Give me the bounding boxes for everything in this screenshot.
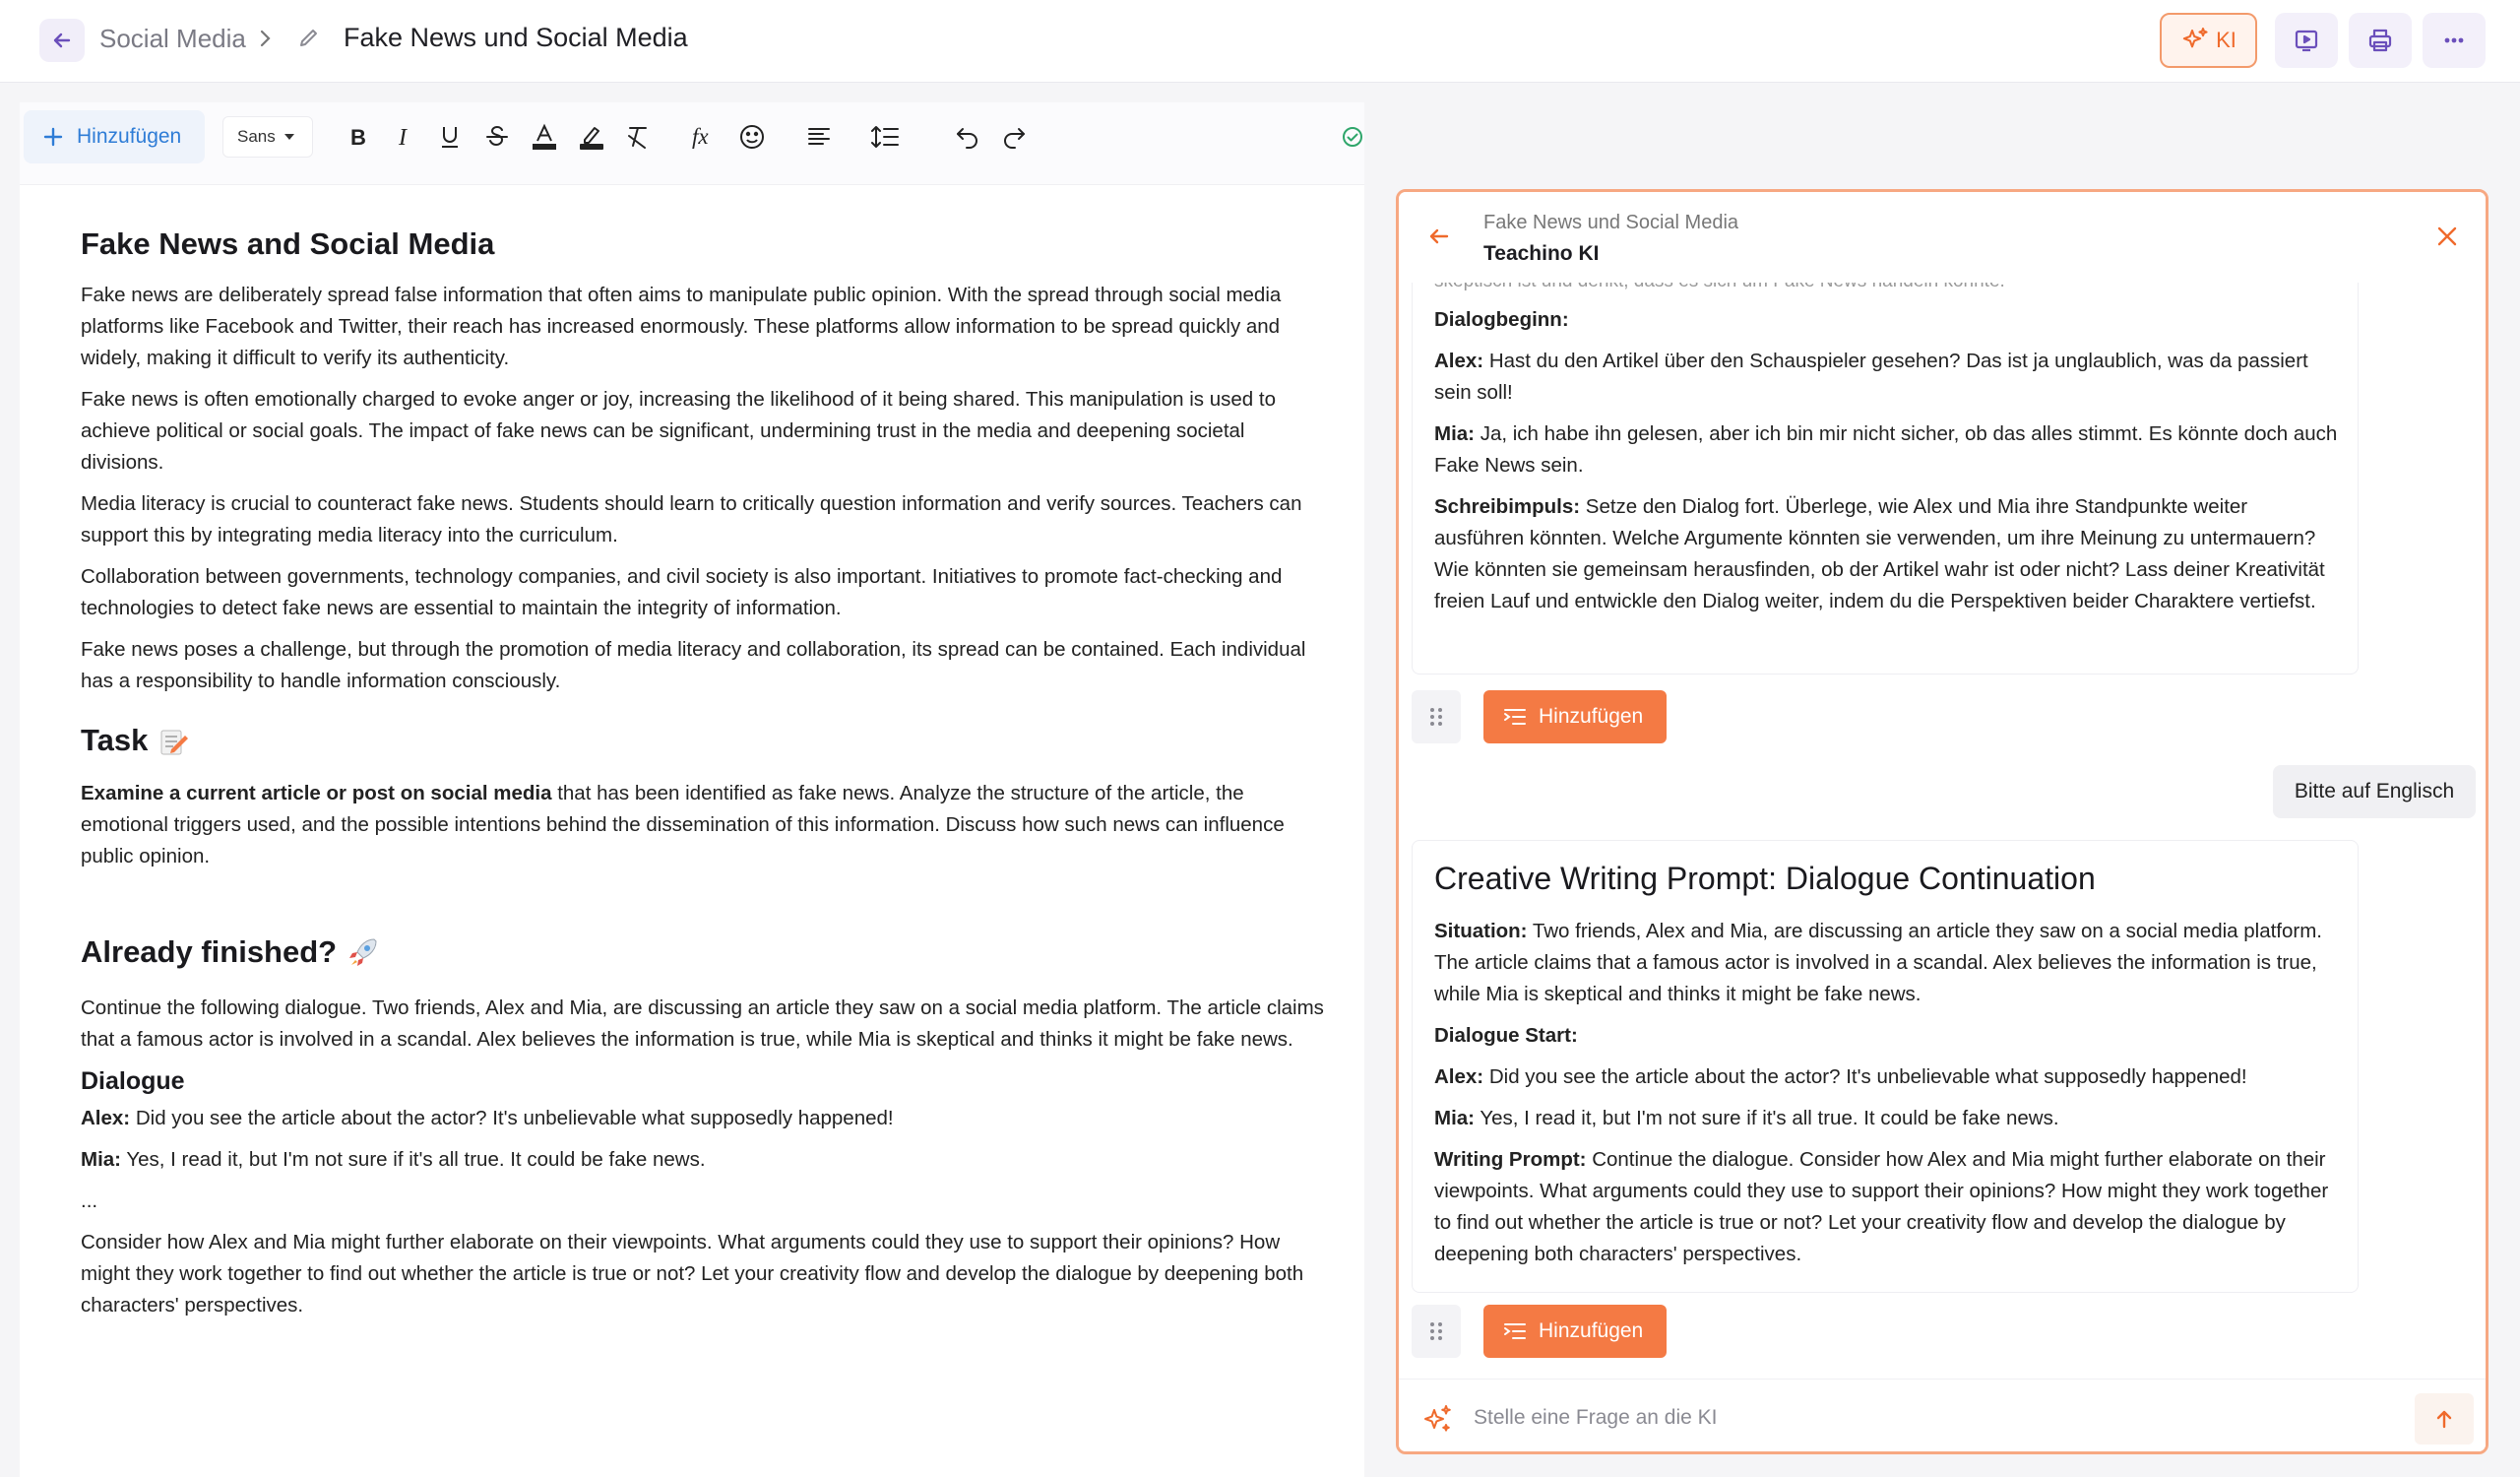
presentation-icon xyxy=(2293,27,2320,54)
ai-panel-title: Teachino KI xyxy=(1483,242,1600,265)
breadcrumb-parent[interactable]: Social Media xyxy=(99,24,246,53)
line-text: Ja, ich habe ihn gelesen, aber ich bin mir nicht sicher, ob das alles stimmt. Es könnte doch auch Fake News sein. xyxy=(1434,422,2338,477)
dialogue-line-alex xyxy=(81,1103,1327,1134)
ask-bar xyxy=(1399,1379,2486,1454)
caret-down-icon xyxy=(284,132,295,142)
line-text: Yes, I read it, but I'm not sure if it's all true. It could be fake news. xyxy=(121,1148,706,1171)
paragraph: Media literacy is crucial to counteract fake news. Students should learn to critically question information and verify sources. Teachers can support this by integrating media literacy into the curriculum. xyxy=(81,492,1302,546)
paragraph: Fake news is often emotionally charged to evoke anger or joy, increasing the likelihood of it being shared. This manipulation is used to achieve political or social goals. The impact of fake news can be significant, undermining trust in the media and deepening societal divisions. xyxy=(81,388,1276,474)
font-family-select[interactable] xyxy=(222,116,313,158)
saved-status-icon xyxy=(1342,126,1363,153)
align-left-icon[interactable] xyxy=(802,120,836,154)
line-text: Did you see the article about the actor? It's unbelievable what supposedly happened! xyxy=(130,1107,894,1129)
dialogue-start-label xyxy=(1434,304,2340,336)
text-color-icon[interactable] xyxy=(528,120,561,154)
formula-icon[interactable] xyxy=(689,120,723,154)
speaker-alex: Alex: xyxy=(1434,350,1484,372)
insert-label: Hinzufügen xyxy=(1539,1319,1644,1342)
highlight-icon[interactable] xyxy=(575,120,608,154)
presentation-button[interactable] xyxy=(2275,13,2338,68)
task-paragraph xyxy=(81,778,1327,872)
drag-handle[interactable] xyxy=(1412,690,1461,743)
emoji-icon[interactable] xyxy=(735,120,769,154)
ki-label: KI xyxy=(2216,28,2236,52)
plus-icon xyxy=(43,127,63,147)
document-title: Fake News and Social Media xyxy=(81,226,495,261)
dialogue-line-mia xyxy=(81,1144,1327,1176)
writing-prompt xyxy=(1434,1144,2340,1270)
drag-handle[interactable] xyxy=(1412,1305,1461,1358)
label: Dialogue Start: xyxy=(1434,1024,1578,1047)
back-button[interactable] xyxy=(39,19,85,62)
closing-paragraph: Consider how Alex and Mia might further elaborate on their viewpoints. What arguments could they use to support their opinions? How might they work together to find out whether the article is true or not? Let your creativity flow and develop the dialogue by deepening both characters' perspectives. xyxy=(81,1231,1304,1316)
clear-format-icon[interactable] xyxy=(621,120,655,154)
task-text: that has been identified as fake news. Analyze the structure of the article, the emotional triggers used, and the possible intentions behind the dissemination of this information. Discuss how such news can influence public opinion. xyxy=(81,782,1285,867)
send-button[interactable] xyxy=(2415,1393,2474,1445)
italic-icon[interactable] xyxy=(387,120,420,154)
more-horizontal-icon xyxy=(2440,27,2468,54)
dialogue-line-mia xyxy=(1434,1103,2340,1134)
top-bar xyxy=(0,0,2520,83)
prompt-label: Schreibimpuls: xyxy=(1434,495,1581,518)
sparkle-icon xyxy=(1420,1403,1454,1442)
situation-label: Situation: xyxy=(1434,920,1528,942)
insert-button[interactable] xyxy=(1483,690,1667,743)
speaker-mia: Mia: xyxy=(1434,1107,1475,1129)
task-heading-text: Task xyxy=(81,723,149,757)
add-block-label: Hinzufügen xyxy=(77,125,182,148)
ai-panel xyxy=(1396,189,2488,1454)
insert-label: Hinzufügen xyxy=(1539,705,1644,728)
printer-icon xyxy=(2366,27,2394,54)
line-text: Yes, I read it, but I'm not sure if it's all true. It could be fake news. xyxy=(1475,1107,2059,1129)
dialogue-line-alex xyxy=(1434,1061,2340,1093)
prompt-label: Writing Prompt: xyxy=(1434,1148,1587,1171)
speaker-alex: Alex: xyxy=(81,1107,131,1129)
svg-text:B: B xyxy=(350,125,366,149)
situation xyxy=(1434,916,2340,1010)
ai-message-heading: Creative Writing Prompt: Dialogue Continuation xyxy=(1434,861,2096,896)
memo-icon xyxy=(158,725,189,756)
font-family-value: Sans xyxy=(237,127,276,146)
ai-message xyxy=(1412,255,2359,674)
redo-icon[interactable] xyxy=(997,120,1031,154)
situation-text: Two friends, Alex and Mia, are discussing an article they saw on a social media platform. The article claims that a famous actor is involved in a scandal. Alex believes the information is true, while Mia is skeptical and thinks it might be fake news. xyxy=(1434,920,2323,1005)
finished-paragraph: Continue the following dialogue. Two friends, Alex and Mia, are discussing an article they saw on a social media platform. The article claims that a famous actor is involved in a scandal. Alex believes the information is true, while Mia is skeptical and thinks it might be fake news. xyxy=(81,996,1324,1051)
page-title: Fake News und Social Media xyxy=(344,23,688,52)
undo-icon[interactable] xyxy=(951,120,984,154)
rocket-icon xyxy=(346,935,380,969)
arrow-left-icon[interactable] xyxy=(1426,224,1452,254)
finished-heading-text: Already finished? xyxy=(81,934,338,969)
svg-text:I: I xyxy=(399,125,407,149)
paragraph: Collaboration between governments, technology companies, and civil society is also important. Initiatives to promote fact-checking and technologies to detect fake news are essential to maintain the integrity of information. xyxy=(81,565,1283,619)
sparkle-icon xyxy=(2180,26,2210,55)
speaker-mia: Mia: xyxy=(81,1148,121,1171)
svg-text:fx: fx xyxy=(692,124,709,149)
print-button[interactable] xyxy=(2349,13,2412,68)
dialogue-start-label xyxy=(1434,1020,2340,1052)
speaker-mia: Mia: xyxy=(1434,422,1475,445)
paragraph: Fake news poses a challenge, but through the promotion of media literacy and collaboration, its spread can be contained. Each individual has a responsibility to handle information consciously. xyxy=(81,638,1306,692)
finished-heading xyxy=(81,935,1327,969)
prompt-text: Setze den Dialog fort. Überlege, wie Alex und Mia ihre Standpunkte weiter ausführen könnten. Welche Argumente könnten sie verwenden, um ihre Meinung zu untermauern? Wie könnten sie gemeinsam herausfinden, ob der Artikel wahr ist oder nicht? Lass deiner Kreativität freien Lauf und entwickle den Dialog weiter, indem du die Perspektiven beider Charaktere vertiefst. xyxy=(1434,495,2325,612)
more-options-button[interactable] xyxy=(2423,13,2486,68)
add-block-button[interactable] xyxy=(24,110,205,163)
insert-text-icon xyxy=(1503,706,1527,728)
line-spacing-icon[interactable] xyxy=(868,120,902,154)
dialogue-line-mia xyxy=(1434,418,2340,482)
line-text: Did you see the article about the actor? It's unbelievable what supposedly happened! xyxy=(1483,1065,2247,1088)
label: Dialogbeginn: xyxy=(1434,308,1569,331)
underline-icon[interactable] xyxy=(433,120,467,154)
ki-button[interactable] xyxy=(2160,13,2257,68)
document-body[interactable] xyxy=(81,228,1327,1331)
strikethrough-icon[interactable] xyxy=(480,120,514,154)
ai-message xyxy=(1412,840,2359,1293)
ellipsis: ... xyxy=(81,1189,98,1212)
ai-panel-header xyxy=(1399,192,2486,283)
dialogue-heading: Dialogue xyxy=(81,1067,185,1095)
chevron-right-icon xyxy=(255,27,275,55)
line-text: Hast du den Artikel über den Schauspieler gesehen? Das ist ja unglaublich, was da passiert sein soll! xyxy=(1434,350,2308,404)
task-bold: Examine a current article or post on social media xyxy=(81,782,552,804)
arrow-up-icon xyxy=(2433,1407,2455,1431)
dialogue-line-alex xyxy=(1434,346,2340,409)
pencil-icon[interactable] xyxy=(297,26,321,54)
close-icon[interactable] xyxy=(2434,224,2460,254)
grip-icon xyxy=(1428,706,1444,728)
task-heading xyxy=(81,725,1327,756)
bold-icon[interactable] xyxy=(341,120,374,154)
editor-toolbar xyxy=(20,102,1364,185)
grip-icon xyxy=(1428,1320,1444,1342)
speaker-alex: Alex: xyxy=(1434,1065,1484,1088)
user-message: Bitte auf Englisch xyxy=(2273,765,2476,818)
ai-panel-subtitle: Fake News und Social Media xyxy=(1483,212,1739,233)
paragraph: Fake news are deliberately spread false information that often aims to manipulate public opinion. With the spread through social media platforms like Facebook and Twitter, their reach has increased enormously. These platforms allow information to be spread quickly and widely, making it difficult to verify its authenticity. xyxy=(81,284,1282,369)
writing-prompt xyxy=(1434,491,2340,617)
insert-button[interactable] xyxy=(1483,1305,1667,1358)
arrow-left-icon xyxy=(50,29,74,52)
insert-text-icon xyxy=(1503,1320,1527,1342)
prompt-text: Continue the dialogue. Consider how Alex and Mia might further elaborate on their viewpoints. What arguments could they use to support their opinions? How might they work together to find out whether the article is true or not? Let your creativity flow and develop the dialogue by deepening both characters' perspectives. xyxy=(1434,1148,2329,1265)
ask-input[interactable] xyxy=(1474,1395,2320,1441)
editor-pane xyxy=(20,102,1364,1477)
